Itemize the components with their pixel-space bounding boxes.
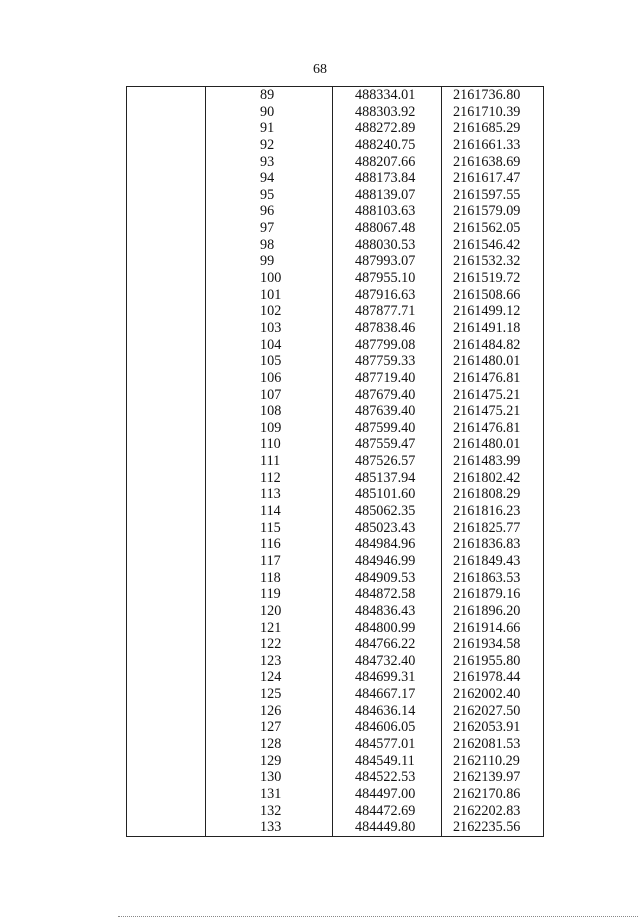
empty-cell: [127, 436, 206, 453]
x-coordinate-cell: 488103.63: [333, 203, 442, 220]
empty-cell: [127, 686, 206, 703]
x-coordinate-cell: 488067.48: [333, 220, 442, 237]
x-coordinate-cell: 484732.40: [333, 653, 442, 670]
point-number-cell: 100: [206, 270, 333, 287]
x-coordinate-cell: 484800.99: [333, 620, 442, 637]
table-row: [127, 203, 544, 220]
y-coordinate-cell: 2161475.21: [442, 387, 544, 404]
table-row: [127, 503, 544, 520]
empty-cell: [127, 819, 206, 836]
point-number-cell: 102: [206, 303, 333, 320]
empty-cell: [127, 736, 206, 753]
empty-cell: [127, 603, 206, 620]
empty-cell: [127, 387, 206, 404]
point-number-cell: 124: [206, 669, 333, 686]
y-coordinate-cell: 2161519.72: [442, 270, 544, 287]
x-coordinate-cell: 488334.01: [333, 87, 442, 104]
point-number-cell: 115: [206, 520, 333, 537]
point-number-cell: 123: [206, 653, 333, 670]
y-coordinate-cell: 2161484.82: [442, 337, 544, 354]
point-number-cell: 128: [206, 736, 333, 753]
x-coordinate-cell: 488272.89: [333, 120, 442, 137]
point-number-cell: 107: [206, 387, 333, 404]
point-number-cell: 120: [206, 603, 333, 620]
table-row: [127, 170, 544, 187]
table-row: [127, 570, 544, 587]
empty-cell: [127, 520, 206, 537]
empty-cell: [127, 187, 206, 204]
point-number-cell: 117: [206, 553, 333, 570]
y-coordinate-cell: 2161955.80: [442, 653, 544, 670]
table-row: [127, 137, 544, 154]
point-number-cell: 114: [206, 503, 333, 520]
table-row: [127, 736, 544, 753]
x-coordinate-cell: 485023.43: [333, 520, 442, 537]
point-number-cell: 127: [206, 719, 333, 736]
empty-cell: [127, 203, 206, 220]
table-row: [127, 436, 544, 453]
point-number-cell: 90: [206, 104, 333, 121]
x-coordinate-cell: 484872.58: [333, 586, 442, 603]
empty-cell: [127, 753, 206, 770]
x-coordinate-cell: 484836.43: [333, 603, 442, 620]
table-row: [127, 220, 544, 237]
point-number-cell: 116: [206, 536, 333, 553]
empty-cell: [127, 253, 206, 270]
table-row: [127, 237, 544, 254]
point-number-cell: 93: [206, 154, 333, 171]
table-row: [127, 486, 544, 503]
table-row: [127, 703, 544, 720]
x-coordinate-cell: 487719.40: [333, 370, 442, 387]
y-coordinate-cell: 2161480.01: [442, 353, 544, 370]
x-coordinate-cell: 487993.07: [333, 253, 442, 270]
empty-cell: [127, 220, 206, 237]
point-number-cell: 121: [206, 620, 333, 637]
empty-cell: [127, 470, 206, 487]
x-coordinate-cell: 484606.05: [333, 719, 442, 736]
y-coordinate-cell: 2162170.86: [442, 786, 544, 803]
x-coordinate-cell: 487526.57: [333, 453, 442, 470]
point-number-cell: 111: [206, 453, 333, 470]
empty-cell: [127, 370, 206, 387]
x-coordinate-cell: 487838.46: [333, 320, 442, 337]
table-row: [127, 636, 544, 653]
empty-cell: [127, 120, 206, 137]
y-coordinate-cell: 2161914.66: [442, 620, 544, 637]
x-coordinate-cell: 487639.40: [333, 403, 442, 420]
y-coordinate-cell: 2161863.53: [442, 570, 544, 587]
table-row: [127, 154, 544, 171]
x-coordinate-cell: 484549.11: [333, 753, 442, 770]
y-coordinate-cell: 2161934.58: [442, 636, 544, 653]
page-number: 68: [313, 62, 327, 77]
x-coordinate-cell: 484522.53: [333, 769, 442, 786]
x-coordinate-cell: 484636.14: [333, 703, 442, 720]
table-row: [127, 819, 544, 836]
y-coordinate-cell: 2161685.29: [442, 120, 544, 137]
x-coordinate-cell: 484946.99: [333, 553, 442, 570]
x-coordinate-cell: 485137.94: [333, 470, 442, 487]
empty-cell: [127, 636, 206, 653]
table-row: [127, 270, 544, 287]
y-coordinate-cell: 2161816.23: [442, 503, 544, 520]
y-coordinate-cell: 2161476.81: [442, 370, 544, 387]
empty-cell: [127, 287, 206, 304]
empty-cell: [127, 669, 206, 686]
table-row: [127, 586, 544, 603]
empty-cell: [127, 486, 206, 503]
x-coordinate-cell: 488030.53: [333, 237, 442, 254]
point-number-cell: 113: [206, 486, 333, 503]
y-coordinate-cell: 2161978.44: [442, 669, 544, 686]
table-row: [127, 453, 544, 470]
empty-cell: [127, 653, 206, 670]
point-number-cell: 103: [206, 320, 333, 337]
point-number-cell: 108: [206, 403, 333, 420]
empty-cell: [127, 420, 206, 437]
x-coordinate-cell: 485101.60: [333, 486, 442, 503]
empty-cell: [127, 586, 206, 603]
table-row: [127, 337, 544, 354]
point-number-cell: 99: [206, 253, 333, 270]
table-row: [127, 753, 544, 770]
y-coordinate-cell: 2162027.50: [442, 703, 544, 720]
y-coordinate-cell: 2161508.66: [442, 287, 544, 304]
y-coordinate-cell: 2161480.01: [442, 436, 544, 453]
point-number-cell: 110: [206, 436, 333, 453]
coordinate-table-container: [126, 86, 543, 837]
point-number-cell: 98: [206, 237, 333, 254]
point-number-cell: 112: [206, 470, 333, 487]
y-coordinate-cell: 2161849.43: [442, 553, 544, 570]
empty-cell: [127, 353, 206, 370]
y-coordinate-cell: 2161499.12: [442, 303, 544, 320]
y-coordinate-cell: 2161836.83: [442, 536, 544, 553]
point-number-cell: 109: [206, 420, 333, 437]
y-coordinate-cell: 2161483.99: [442, 453, 544, 470]
x-coordinate-cell: 487877.71: [333, 303, 442, 320]
bottom-divider: [118, 916, 638, 917]
y-coordinate-cell: 2161546.42: [442, 237, 544, 254]
point-number-cell: 101: [206, 287, 333, 304]
x-coordinate-cell: 484449.80: [333, 819, 442, 836]
x-coordinate-cell: 488173.84: [333, 170, 442, 187]
y-coordinate-cell: 2161579.09: [442, 203, 544, 220]
y-coordinate-cell: 2161562.05: [442, 220, 544, 237]
y-coordinate-cell: 2162139.97: [442, 769, 544, 786]
point-number-cell: 126: [206, 703, 333, 720]
point-number-cell: 132: [206, 803, 333, 820]
point-number-cell: 131: [206, 786, 333, 803]
empty-cell: [127, 104, 206, 121]
y-coordinate-cell: 2161808.29: [442, 486, 544, 503]
empty-cell: [127, 137, 206, 154]
y-coordinate-cell: 2161491.18: [442, 320, 544, 337]
empty-cell: [127, 620, 206, 637]
x-coordinate-cell: 484667.17: [333, 686, 442, 703]
table-row: [127, 719, 544, 736]
point-number-cell: 97: [206, 220, 333, 237]
x-coordinate-cell: 484984.96: [333, 536, 442, 553]
empty-cell: [127, 786, 206, 803]
empty-cell: [127, 170, 206, 187]
table-row: [127, 353, 544, 370]
empty-cell: [127, 719, 206, 736]
x-coordinate-cell: 487679.40: [333, 387, 442, 404]
empty-cell: [127, 270, 206, 287]
table-row: [127, 104, 544, 121]
x-coordinate-cell: 487759.33: [333, 353, 442, 370]
point-number-cell: 122: [206, 636, 333, 653]
table-row: [127, 253, 544, 270]
coordinate-table-body: [127, 87, 544, 837]
point-number-cell: 118: [206, 570, 333, 587]
y-coordinate-cell: 2161638.69: [442, 154, 544, 171]
empty-cell: [127, 337, 206, 354]
y-coordinate-cell: 2161617.47: [442, 170, 544, 187]
x-coordinate-cell: 488240.75: [333, 137, 442, 154]
x-coordinate-cell: 487559.47: [333, 436, 442, 453]
point-number-cell: 125: [206, 686, 333, 703]
y-coordinate-cell: 2161710.39: [442, 104, 544, 121]
x-coordinate-cell: 484909.53: [333, 570, 442, 587]
table-row: [127, 420, 544, 437]
y-coordinate-cell: 2161597.55: [442, 187, 544, 204]
x-coordinate-cell: 487799.08: [333, 337, 442, 354]
y-coordinate-cell: 2161879.16: [442, 586, 544, 603]
x-coordinate-cell: 485062.35: [333, 503, 442, 520]
table-row: [127, 87, 544, 104]
empty-cell: [127, 553, 206, 570]
x-coordinate-cell: 484497.00: [333, 786, 442, 803]
empty-cell: [127, 87, 206, 104]
table-row: [127, 803, 544, 820]
empty-cell: [127, 803, 206, 820]
table-row: [127, 303, 544, 320]
x-coordinate-cell: 488139.07: [333, 187, 442, 204]
empty-cell: [127, 303, 206, 320]
table-row: [127, 120, 544, 137]
x-coordinate-cell: 488207.66: [333, 154, 442, 171]
table-row: [127, 520, 544, 537]
point-number-cell: 105: [206, 353, 333, 370]
empty-cell: [127, 570, 206, 587]
x-coordinate-cell: 487599.40: [333, 420, 442, 437]
table-row: [127, 403, 544, 420]
table-row: [127, 769, 544, 786]
y-coordinate-cell: 2161802.42: [442, 470, 544, 487]
x-coordinate-cell: 484472.69: [333, 803, 442, 820]
empty-cell: [127, 769, 206, 786]
y-coordinate-cell: 2161661.33: [442, 137, 544, 154]
point-number-cell: 92: [206, 137, 333, 154]
table-row: [127, 387, 544, 404]
table-row: [127, 553, 544, 570]
point-number-cell: 91: [206, 120, 333, 137]
y-coordinate-cell: 2162053.91: [442, 719, 544, 736]
empty-cell: [127, 503, 206, 520]
x-coordinate-cell: 487916.63: [333, 287, 442, 304]
empty-cell: [127, 703, 206, 720]
x-coordinate-cell: 484699.31: [333, 669, 442, 686]
point-number-cell: 129: [206, 753, 333, 770]
y-coordinate-cell: 2162202.83: [442, 803, 544, 820]
point-number-cell: 94: [206, 170, 333, 187]
x-coordinate-cell: 484766.22: [333, 636, 442, 653]
table-row: [127, 603, 544, 620]
point-number-cell: 133: [206, 819, 333, 836]
table-row: [127, 370, 544, 387]
y-coordinate-cell: 2162081.53: [442, 736, 544, 753]
empty-cell: [127, 237, 206, 254]
point-number-cell: 95: [206, 187, 333, 204]
y-coordinate-cell: 2161896.20: [442, 603, 544, 620]
table-row: [127, 653, 544, 670]
table-row: [127, 536, 544, 553]
coordinate-table: [126, 86, 544, 837]
empty-cell: [127, 403, 206, 420]
point-number-cell: 96: [206, 203, 333, 220]
x-coordinate-cell: 487955.10: [333, 270, 442, 287]
y-coordinate-cell: 2161736.80: [442, 87, 544, 104]
table-row: [127, 187, 544, 204]
x-coordinate-cell: 484577.01: [333, 736, 442, 753]
empty-cell: [127, 320, 206, 337]
table-row: [127, 786, 544, 803]
y-coordinate-cell: 2161532.32: [442, 253, 544, 270]
point-number-cell: 130: [206, 769, 333, 786]
y-coordinate-cell: 2162235.56: [442, 819, 544, 836]
empty-cell: [127, 453, 206, 470]
point-number-cell: 89: [206, 87, 333, 104]
table-row: [127, 686, 544, 703]
y-coordinate-cell: 2162110.29: [442, 753, 544, 770]
table-row: [127, 470, 544, 487]
table-row: [127, 287, 544, 304]
point-number-cell: 104: [206, 337, 333, 354]
x-coordinate-cell: 488303.92: [333, 104, 442, 121]
table-row: [127, 669, 544, 686]
point-number-cell: 106: [206, 370, 333, 387]
y-coordinate-cell: 2161476.81: [442, 420, 544, 437]
table-row: [127, 620, 544, 637]
empty-cell: [127, 536, 206, 553]
table-row: [127, 320, 544, 337]
point-number-cell: 119: [206, 586, 333, 603]
empty-cell: [127, 154, 206, 171]
y-coordinate-cell: 2162002.40: [442, 686, 544, 703]
y-coordinate-cell: 2161475.21: [442, 403, 544, 420]
y-coordinate-cell: 2161825.77: [442, 520, 544, 537]
